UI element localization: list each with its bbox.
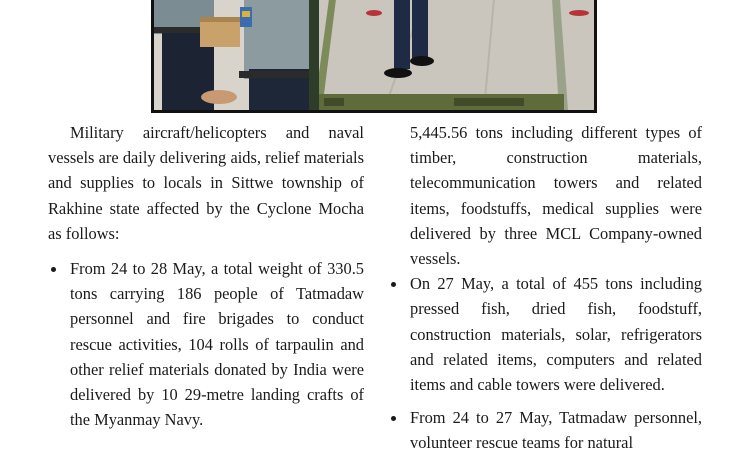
continuation-paragraph: 5,445.56 tons including different types of timber, construction materials, telecommunication towers and related items, foodstuffs, medical supplies were delivered by three MCL Company-owned vessels. xyxy=(410,123,702,269)
bullet-icon xyxy=(391,282,396,287)
list-item-text: On 27 May, a total of 455 tons including pressed fish, dried fish, foodstuff, construction materials, solar, refrigerators and related items, computers and related items and cable towers were delivered. xyxy=(410,274,702,395)
bullet-icon xyxy=(51,267,56,272)
photo-illustration xyxy=(154,0,594,110)
list-item-text: From 24 to 28 May, a total weight of 330.5 tons carrying 186 people of Tatmadaw personnel and fire brigades to conduct rescue activities, 104 rolls of tarpaulin and other relief materials donated by India were delivered by 10 29-metre landing crafts of the Myanmay Navy. xyxy=(70,259,364,430)
list-item xyxy=(388,405,702,455)
relief-loading-photo xyxy=(151,0,597,113)
left-column xyxy=(48,120,364,432)
list-item xyxy=(388,271,702,397)
bullet-icon xyxy=(391,416,396,421)
intro-paragraph: Military aircraft/helicopters and naval vessels are daily delivering aids, relief materials and supplies to locals in Sittwe township of Rakhine state affected by the Cyclone Mocha as follows: xyxy=(48,123,364,243)
right-column xyxy=(388,120,702,456)
list-item-text: From 24 to 27 May, Tatmadaw personnel, volunteer rescue teams for natural xyxy=(410,408,702,453)
list-item xyxy=(48,256,364,432)
